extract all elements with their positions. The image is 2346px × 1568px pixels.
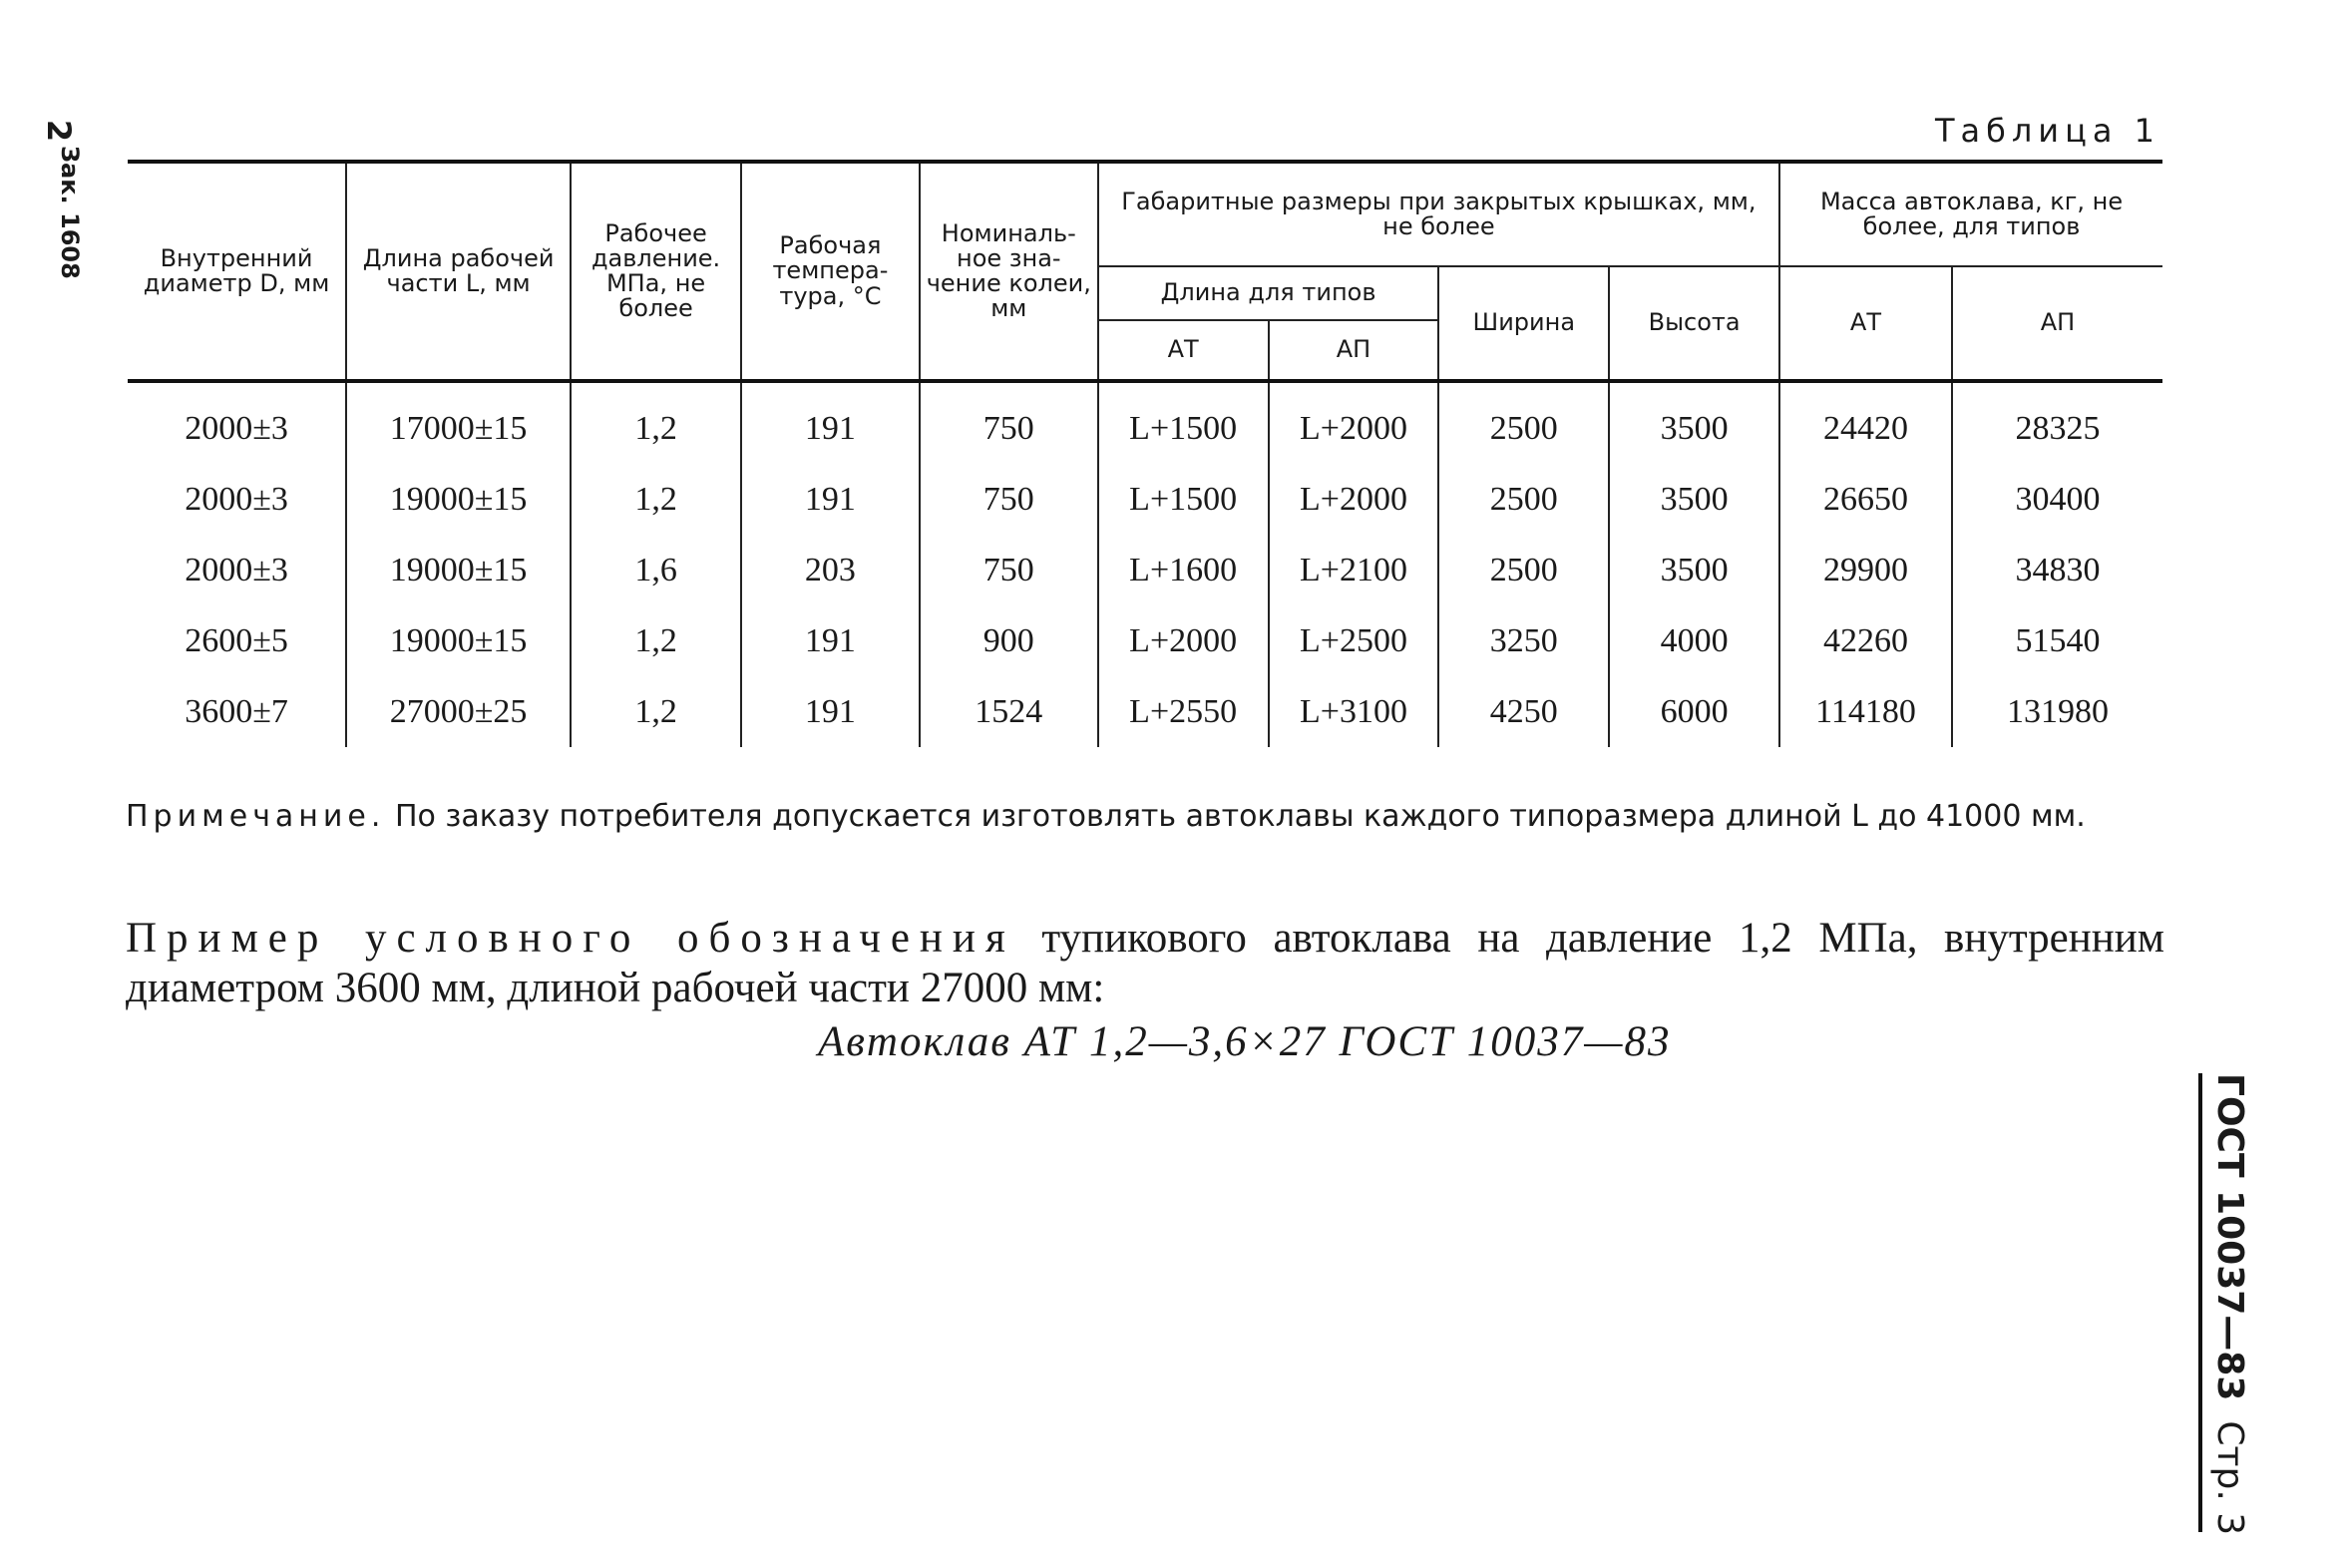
header-length-by-type: Длина для типов [1098,266,1439,320]
header-temperature: Рабочая темпера-тура, °С [741,162,920,381]
cell-temperature: 191 [741,605,920,676]
cell-length: 19000±15 [346,464,571,535]
cell-pressure: 1,6 [571,535,741,605]
cell-pressure: 1,2 [571,605,741,676]
header-gauge: Номиналь-ное зна-чение колеи, мм [920,162,1098,381]
cell-temperature: 191 [741,676,920,747]
cell-pressure: 1,2 [571,464,741,535]
cell-temperature: 191 [741,464,920,535]
note-label: Примечание. [126,799,386,834]
cell-gauge: 1524 [920,676,1098,747]
header-mass-ap: АП [1952,266,2162,381]
running-header [2198,1073,2250,1536]
example-text: тупикового автоклава на давление 1,2 МПа, внутренним диаметром 3600 мм, длиной рабочей части 27000 мм: [126,915,2164,1011]
cell-width: 4250 [1438,676,1609,747]
cell-temperature: 191 [741,381,920,464]
cell-diameter: 2000±3 [128,464,346,535]
cell-width: 3250 [1438,605,1609,676]
header-width: Ширина [1438,266,1609,381]
cell-mass-ap: 30400 [1952,464,2162,535]
cell-gauge: 750 [920,381,1098,464]
standard-number: ГОСТ 10037—83 [2209,1073,2250,1401]
cell-height: 3500 [1609,381,1779,464]
cell-length-at: L+1500 [1098,464,1269,535]
table-row [128,535,2162,605]
table-note [126,798,2164,836]
cell-mass-at: 24420 [1779,381,1952,464]
cell-width: 2500 [1438,464,1609,535]
table-row [128,605,2162,676]
cell-length-at: L+1500 [1098,381,1269,464]
cell-mass-at: 114180 [1779,676,1952,747]
cell-length-at: L+2000 [1098,605,1269,676]
cell-mass-ap: 34830 [1952,535,2162,605]
cell-length-at: L+1600 [1098,535,1269,605]
table-header [128,162,2162,381]
header-overall: Габаритные размеры при закрытых крышках, мм, не более [1098,162,1779,266]
cell-length-at: L+2550 [1098,676,1269,747]
header-pressure: Рабочее давление. МПа, не более [571,162,741,381]
cell-mass-ap: 51540 [1952,605,2162,676]
header-height: Высота [1609,266,1779,381]
cell-height: 4000 [1609,605,1779,676]
cell-width: 2500 [1438,535,1609,605]
cell-length: 19000±15 [346,535,571,605]
example-designation: Автоклав АТ 1,2—3,6×27 ГОСТ 10037—83 [818,1018,1672,1065]
cell-height: 3500 [1609,535,1779,605]
order-number: Зак. 1608 [56,146,84,279]
cell-diameter: 3600±7 [128,676,346,747]
cell-length: 19000±15 [346,605,571,676]
cell-length-ap: L+2500 [1269,605,1439,676]
cell-length-ap: L+2000 [1269,464,1439,535]
cell-temperature: 203 [741,535,920,605]
cell-mass-at: 42260 [1779,605,1952,676]
header-diameter: Внутренний диаметр D, мм [128,162,346,381]
cell-length: 17000±15 [346,381,571,464]
table-row [128,381,2162,464]
autoclave-table [128,160,2162,747]
note-text: По заказу потребителя допускается изготовлять автоклавы каждого типоразмера длиной L до 41000 мм. [394,799,2086,834]
cell-pressure: 1,2 [571,676,741,747]
cell-diameter: 2000±3 [128,381,346,464]
cell-diameter: 2600±5 [128,605,346,676]
right-margin [2174,1073,2294,1536]
page-label: Стр. 3 [2209,1420,2250,1536]
cell-gauge: 750 [920,464,1098,535]
cell-diameter: 2000±3 [128,535,346,605]
cell-mass-at: 29900 [1779,535,1952,605]
cell-mass-at: 26650 [1779,464,1952,535]
cell-height: 3500 [1609,464,1779,535]
header-length-at: АТ [1098,320,1269,381]
page-number: 2 [40,119,79,143]
header-length-ap: АП [1269,320,1439,381]
cell-length: 27000±25 [346,676,571,747]
table-row [128,676,2162,747]
cell-length-ap: L+3100 [1269,676,1439,747]
header-mass-at: АТ [1779,266,1952,381]
header-length: Длина рабочей части L, мм [346,162,571,381]
cell-gauge: 900 [920,605,1098,676]
table-title: Таблица 1 [1934,112,2160,150]
table-row [128,464,2162,535]
header-mass: Масса автоклава, кг, не более, для типов [1779,162,2162,266]
cell-pressure: 1,2 [571,381,741,464]
cell-mass-ap: 131980 [1952,676,2162,747]
example-lead: Пример условного обозначения [126,915,1015,962]
cell-length-ap: L+2100 [1269,535,1439,605]
designation-example [126,914,2164,1013]
cell-length-ap: L+2000 [1269,381,1439,464]
cell-width: 2500 [1438,381,1609,464]
cell-gauge: 750 [920,535,1098,605]
cell-height: 6000 [1609,676,1779,747]
left-margin [40,112,100,311]
cell-mass-ap: 28325 [1952,381,2162,464]
